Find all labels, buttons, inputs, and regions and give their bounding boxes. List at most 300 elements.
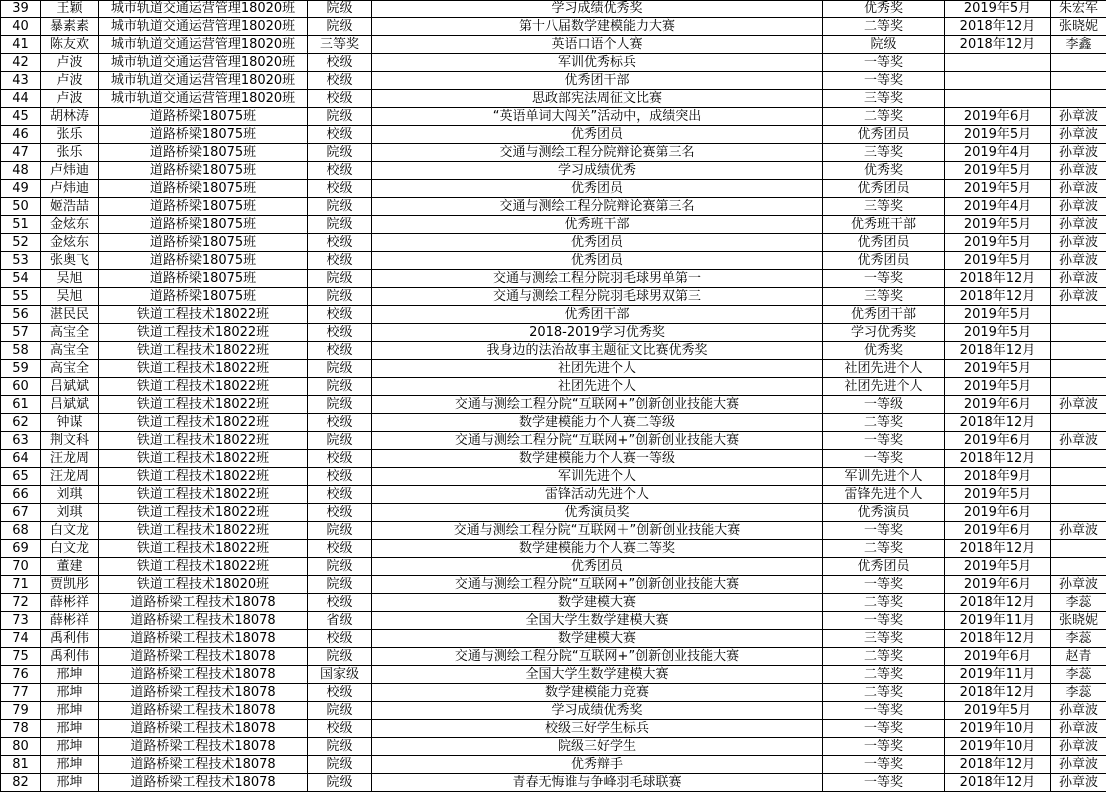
supervisor-cell[interactable]: 孙章波 — [1051, 720, 1106, 738]
award-level-cell[interactable]: 校级 — [308, 468, 372, 486]
award-level-cell[interactable]: 校级 — [308, 630, 372, 648]
class-name-cell[interactable]: 铁道工程技术18022班 — [99, 324, 308, 342]
award-name-cell[interactable]: 交通与测绘工程分院羽毛球男双第三 — [372, 288, 823, 306]
class-name-cell[interactable]: 铁道工程技术18022班 — [99, 378, 308, 396]
student-name-cell[interactable]: 荆文科 — [41, 432, 99, 450]
student-name-cell[interactable]: 金炫东 — [41, 234, 99, 252]
supervisor-cell[interactable]: 孙章波 — [1051, 144, 1106, 162]
student-name-cell[interactable]: 姬浩喆 — [41, 198, 99, 216]
supervisor-cell[interactable]: 孙章波 — [1051, 756, 1106, 774]
student-name-cell[interactable]: 白文龙 — [41, 522, 99, 540]
award-date-cell[interactable]: 2018年12月 — [945, 540, 1051, 558]
student-name-cell[interactable]: 卢波 — [41, 72, 99, 90]
row-number-cell[interactable]: 58 — [1, 342, 41, 360]
student-name-cell[interactable]: 王颖 — [41, 1, 99, 18]
award-grade-cell[interactable]: 二等奖 — [823, 594, 945, 612]
award-level-cell[interactable]: 院级 — [308, 558, 372, 576]
award-name-cell[interactable]: 学习成绩优秀奖 — [372, 702, 823, 720]
award-grade-cell[interactable]: 三等奖 — [823, 630, 945, 648]
row-number-cell[interactable]: 73 — [1, 612, 41, 630]
award-name-cell[interactable]: 学习成绩优秀奖 — [372, 1, 823, 18]
award-name-cell[interactable]: 院级三好学生 — [372, 738, 823, 756]
award-grade-cell[interactable]: 一等奖 — [823, 270, 945, 288]
award-grade-cell[interactable]: 三等奖 — [823, 198, 945, 216]
award-name-cell[interactable]: 我身边的法治故事主题征文比赛优秀奖 — [372, 342, 823, 360]
award-grade-cell[interactable]: 二等奖 — [823, 684, 945, 702]
student-name-cell[interactable]: 金炫东 — [41, 216, 99, 234]
award-date-cell[interactable]: 2019年5月 — [945, 234, 1051, 252]
award-level-cell[interactable]: 校级 — [308, 594, 372, 612]
award-level-cell[interactable]: 校级 — [308, 306, 372, 324]
supervisor-cell[interactable] — [1051, 54, 1106, 72]
award-name-cell[interactable]: 交通与测绘工程分院羽毛球男单第一 — [372, 270, 823, 288]
award-grade-cell[interactable]: 二等奖 — [823, 108, 945, 126]
supervisor-cell[interactable] — [1051, 450, 1106, 468]
supervisor-cell[interactable]: 孙章波 — [1051, 288, 1106, 306]
row-number-cell[interactable]: 39 — [1, 1, 41, 18]
award-grade-cell[interactable]: 一等奖 — [823, 738, 945, 756]
award-name-cell[interactable]: 交通与测绘工程分院“互联网＋”创新创业技能大赛 — [372, 522, 823, 540]
award-date-cell[interactable]: 2018年12月 — [945, 36, 1051, 54]
supervisor-cell[interactable]: 李鑫 — [1051, 36, 1106, 54]
row-number-cell[interactable]: 57 — [1, 324, 41, 342]
class-name-cell[interactable]: 道路桥梁18075班 — [99, 216, 308, 234]
supervisor-cell[interactable]: 李蕊 — [1051, 684, 1106, 702]
award-date-cell[interactable]: 2019年5月 — [945, 378, 1051, 396]
class-name-cell[interactable]: 道路桥梁工程技术18078 — [99, 756, 308, 774]
award-date-cell[interactable]: 2019年5月 — [945, 180, 1051, 198]
class-name-cell[interactable]: 城市轨道交通运营管理18020班 — [99, 72, 308, 90]
award-level-cell[interactable]: 校级 — [308, 324, 372, 342]
award-level-cell[interactable]: 院级 — [308, 288, 372, 306]
row-number-cell[interactable]: 53 — [1, 252, 41, 270]
class-name-cell[interactable]: 铁道工程技术18022班 — [99, 396, 308, 414]
student-name-cell[interactable]: 卢波 — [41, 54, 99, 72]
award-level-cell[interactable]: 校级 — [308, 342, 372, 360]
award-name-cell[interactable]: 优秀团员 — [372, 126, 823, 144]
award-name-cell[interactable]: 优秀团员 — [372, 558, 823, 576]
award-date-cell[interactable]: 2018年12月 — [945, 450, 1051, 468]
row-number-cell[interactable]: 67 — [1, 504, 41, 522]
award-date-cell[interactable]: 2019年5月 — [945, 252, 1051, 270]
row-number-cell[interactable]: 78 — [1, 720, 41, 738]
award-grade-cell[interactable]: 一等奖 — [823, 576, 945, 594]
award-name-cell[interactable]: 优秀团干部 — [372, 72, 823, 90]
student-name-cell[interactable]: 董建 — [41, 558, 99, 576]
class-name-cell[interactable]: 道路桥梁18075班 — [99, 126, 308, 144]
award-date-cell[interactable]: 2019年11月 — [945, 666, 1051, 684]
class-name-cell[interactable]: 铁道工程技术18022班 — [99, 342, 308, 360]
class-name-cell[interactable]: 铁道工程技术18022班 — [99, 450, 308, 468]
supervisor-cell[interactable]: 孙章波 — [1051, 162, 1106, 180]
award-name-cell[interactable]: 思政部宪法周征文比赛 — [372, 90, 823, 108]
award-name-cell[interactable]: 优秀团员 — [372, 234, 823, 252]
class-name-cell[interactable]: 道路桥梁工程技术18078 — [99, 720, 308, 738]
row-number-cell[interactable]: 50 — [1, 198, 41, 216]
class-name-cell[interactable]: 道路桥梁18075班 — [99, 144, 308, 162]
row-number-cell[interactable]: 72 — [1, 594, 41, 612]
row-number-cell[interactable]: 55 — [1, 288, 41, 306]
row-number-cell[interactable]: 61 — [1, 396, 41, 414]
award-name-cell[interactable]: 军训先进个人 — [372, 468, 823, 486]
award-date-cell[interactable]: 2018年12月 — [945, 684, 1051, 702]
supervisor-cell[interactable]: 赵青 — [1051, 648, 1106, 666]
supervisor-cell[interactable]: 张晓妮 — [1051, 18, 1106, 36]
student-name-cell[interactable]: 白文龙 — [41, 540, 99, 558]
award-date-cell[interactable]: 2018年12月 — [945, 414, 1051, 432]
class-name-cell[interactable]: 道路桥梁18075班 — [99, 234, 308, 252]
award-grade-cell[interactable]: 雷锋先进个人 — [823, 486, 945, 504]
supervisor-cell[interactable]: 李蕊 — [1051, 594, 1106, 612]
award-level-cell[interactable]: 校级 — [308, 540, 372, 558]
class-name-cell[interactable]: 道路桥梁18075班 — [99, 270, 308, 288]
row-number-cell[interactable]: 52 — [1, 234, 41, 252]
supervisor-cell[interactable]: 孙章波 — [1051, 774, 1106, 792]
student-name-cell[interactable]: 邢坤 — [41, 720, 99, 738]
award-date-cell[interactable]: 2019年5月 — [945, 360, 1051, 378]
award-name-cell[interactable]: 第十八届数学建模能力大赛 — [372, 18, 823, 36]
student-name-cell[interactable]: 暴素素 — [41, 18, 99, 36]
award-level-cell[interactable]: 校级 — [308, 504, 372, 522]
award-date-cell[interactable]: 2019年10月 — [945, 738, 1051, 756]
award-date-cell[interactable]: 2019年6月 — [945, 504, 1051, 522]
row-number-cell[interactable]: 80 — [1, 738, 41, 756]
class-name-cell[interactable]: 道路桥梁工程技术18078 — [99, 630, 308, 648]
award-name-cell[interactable]: 青春无悔谁与争峰羽毛球联赛 — [372, 774, 823, 792]
award-grade-cell[interactable]: 二等奖 — [823, 18, 945, 36]
class-name-cell[interactable]: 城市轨道交通运营管理18020班 — [99, 90, 308, 108]
supervisor-cell[interactable]: 孙章波 — [1051, 252, 1106, 270]
award-level-cell[interactable]: 国家级 — [308, 666, 372, 684]
student-name-cell[interactable]: 陈友欢 — [41, 36, 99, 54]
award-name-cell[interactable]: 数学建模能力个人赛一等级 — [372, 450, 823, 468]
student-name-cell[interactable]: 邢坤 — [41, 666, 99, 684]
award-level-cell[interactable]: 校级 — [308, 126, 372, 144]
supervisor-cell[interactable] — [1051, 324, 1106, 342]
student-name-cell[interactable]: 刘琪 — [41, 486, 99, 504]
class-name-cell[interactable]: 道路桥梁18075班 — [99, 252, 308, 270]
award-name-cell[interactable]: 数学建模能力个人赛二等级 — [372, 414, 823, 432]
student-name-cell[interactable]: 邢坤 — [41, 684, 99, 702]
award-grade-cell[interactable]: 优秀团员 — [823, 234, 945, 252]
award-grade-cell[interactable]: 学习优秀奖 — [823, 324, 945, 342]
class-name-cell[interactable]: 铁道工程技术18022班 — [99, 486, 308, 504]
award-date-cell[interactable]: 2019年6月 — [945, 432, 1051, 450]
award-name-cell[interactable]: 社团先进个人 — [372, 360, 823, 378]
class-name-cell[interactable]: 道路桥梁18075班 — [99, 180, 308, 198]
class-name-cell[interactable]: 铁道工程技术18022班 — [99, 558, 308, 576]
award-name-cell[interactable]: 交通与测绘工程分院“互联网+”创新创业技能大赛 — [372, 648, 823, 666]
row-number-cell[interactable]: 60 — [1, 378, 41, 396]
award-name-cell[interactable]: 全国大学生数学建模大赛 — [372, 612, 823, 630]
award-name-cell[interactable]: 交通与测绘工程分院辩论赛第三名 — [372, 144, 823, 162]
student-name-cell[interactable]: 张乐 — [41, 126, 99, 144]
class-name-cell[interactable]: 道路桥梁工程技术18078 — [99, 666, 308, 684]
award-level-cell[interactable]: 院级 — [308, 396, 372, 414]
award-grade-cell[interactable]: 一等奖 — [823, 72, 945, 90]
award-date-cell[interactable] — [945, 72, 1051, 90]
award-level-cell[interactable]: 院级 — [308, 432, 372, 450]
award-date-cell[interactable]: 2019年10月 — [945, 720, 1051, 738]
award-name-cell[interactable]: 优秀团干部 — [372, 306, 823, 324]
supervisor-cell[interactable] — [1051, 486, 1106, 504]
award-level-cell[interactable]: 校级 — [308, 90, 372, 108]
award-name-cell[interactable]: 2018-2019学习优秀奖 — [372, 324, 823, 342]
award-date-cell[interactable]: 2018年9月 — [945, 468, 1051, 486]
supervisor-cell[interactable]: 张晓妮 — [1051, 612, 1106, 630]
award-grade-cell[interactable]: 优秀团员 — [823, 126, 945, 144]
award-level-cell[interactable]: 院级 — [308, 108, 372, 126]
award-name-cell[interactable]: 数学建模大赛 — [372, 630, 823, 648]
student-name-cell[interactable]: 禹利伟 — [41, 648, 99, 666]
award-grade-cell[interactable]: 社团先进个人 — [823, 360, 945, 378]
row-number-cell[interactable]: 82 — [1, 774, 41, 792]
award-grade-cell[interactable]: 一等奖 — [823, 612, 945, 630]
row-number-cell[interactable]: 44 — [1, 90, 41, 108]
class-name-cell[interactable]: 铁道工程技术18022班 — [99, 306, 308, 324]
row-number-cell[interactable]: 65 — [1, 468, 41, 486]
row-number-cell[interactable]: 64 — [1, 450, 41, 468]
award-name-cell[interactable]: 学习成绩优秀 — [372, 162, 823, 180]
award-level-cell[interactable]: 院级 — [308, 774, 372, 792]
award-grade-cell[interactable]: 一等奖 — [823, 702, 945, 720]
supervisor-cell[interactable]: 孙章波 — [1051, 396, 1106, 414]
student-name-cell[interactable]: 卢炜迪 — [41, 180, 99, 198]
award-grade-cell[interactable]: 优秀奖 — [823, 162, 945, 180]
award-date-cell[interactable]: 2019年6月 — [945, 576, 1051, 594]
award-name-cell[interactable]: 优秀辩手 — [372, 756, 823, 774]
award-grade-cell[interactable]: 优秀团员 — [823, 252, 945, 270]
row-number-cell[interactable]: 81 — [1, 756, 41, 774]
student-name-cell[interactable]: 邢坤 — [41, 738, 99, 756]
student-name-cell[interactable]: 高宝全 — [41, 324, 99, 342]
award-grade-cell[interactable]: 一等奖 — [823, 774, 945, 792]
award-level-cell[interactable]: 校级 — [308, 720, 372, 738]
award-level-cell[interactable]: 省级 — [308, 612, 372, 630]
class-name-cell[interactable]: 城市轨道交通运营管理18020班 — [99, 54, 308, 72]
award-grade-cell[interactable]: 优秀团干部 — [823, 306, 945, 324]
row-number-cell[interactable]: 48 — [1, 162, 41, 180]
supervisor-cell[interactable] — [1051, 558, 1106, 576]
row-number-cell[interactable]: 76 — [1, 666, 41, 684]
award-grade-cell[interactable]: 优秀奖 — [823, 1, 945, 18]
supervisor-cell[interactable]: 孙章波 — [1051, 198, 1106, 216]
student-name-cell[interactable]: 贾凯彤 — [41, 576, 99, 594]
award-name-cell[interactable]: 优秀团员 — [372, 252, 823, 270]
award-level-cell[interactable]: 校级 — [308, 54, 372, 72]
supervisor-cell[interactable] — [1051, 414, 1106, 432]
award-name-cell[interactable]: 优秀团员 — [372, 180, 823, 198]
award-date-cell[interactable]: 2018年12月 — [945, 288, 1051, 306]
class-name-cell[interactable]: 城市轨道交通运营管理18020班 — [99, 18, 308, 36]
row-number-cell[interactable]: 66 — [1, 486, 41, 504]
award-date-cell[interactable]: 2019年5月 — [945, 126, 1051, 144]
award-level-cell[interactable]: 院级 — [308, 216, 372, 234]
award-name-cell[interactable]: 军训优秀标兵 — [372, 54, 823, 72]
supervisor-cell[interactable]: 孙章波 — [1051, 432, 1106, 450]
award-level-cell[interactable]: 院级 — [308, 522, 372, 540]
supervisor-cell[interactable]: 孙章波 — [1051, 576, 1106, 594]
row-number-cell[interactable]: 43 — [1, 72, 41, 90]
student-name-cell[interactable]: 卢波 — [41, 90, 99, 108]
row-number-cell[interactable]: 41 — [1, 36, 41, 54]
student-name-cell[interactable]: 邢坤 — [41, 702, 99, 720]
student-name-cell[interactable]: 吴旭 — [41, 270, 99, 288]
award-level-cell[interactable]: 校级 — [308, 72, 372, 90]
supervisor-cell[interactable]: 孙章波 — [1051, 126, 1106, 144]
row-number-cell[interactable]: 71 — [1, 576, 41, 594]
supervisor-cell[interactable] — [1051, 504, 1106, 522]
student-name-cell[interactable]: 邢坤 — [41, 774, 99, 792]
award-grade-cell[interactable]: 优秀团员 — [823, 180, 945, 198]
student-name-cell[interactable]: 薛彬祥 — [41, 594, 99, 612]
award-level-cell[interactable]: 院级 — [308, 378, 372, 396]
supervisor-cell[interactable]: 孙章波 — [1051, 270, 1106, 288]
row-number-cell[interactable]: 42 — [1, 54, 41, 72]
row-number-cell[interactable]: 77 — [1, 684, 41, 702]
award-date-cell[interactable]: 2018年12月 — [945, 756, 1051, 774]
row-number-cell[interactable]: 62 — [1, 414, 41, 432]
award-date-cell[interactable]: 2018年12月 — [945, 774, 1051, 792]
supervisor-cell[interactable]: 孙章波 — [1051, 738, 1106, 756]
student-name-cell[interactable]: 吕斌斌 — [41, 378, 99, 396]
class-name-cell[interactable]: 铁道工程技术18022班 — [99, 468, 308, 486]
award-level-cell[interactable]: 校级 — [308, 486, 372, 504]
award-name-cell[interactable]: 英语口语个人赛 — [372, 36, 823, 54]
award-level-cell[interactable]: 院级 — [308, 648, 372, 666]
student-name-cell[interactable]: 邢坤 — [41, 756, 99, 774]
student-name-cell[interactable]: 吕斌斌 — [41, 396, 99, 414]
award-date-cell[interactable]: 2018年12月 — [945, 18, 1051, 36]
class-name-cell[interactable]: 铁道工程技术18022班 — [99, 522, 308, 540]
award-date-cell[interactable]: 2019年11月 — [945, 612, 1051, 630]
award-date-cell[interactable]: 2019年4月 — [945, 144, 1051, 162]
award-level-cell[interactable]: 校级 — [308, 414, 372, 432]
class-name-cell[interactable]: 道路桥梁工程技术18078 — [99, 648, 308, 666]
supervisor-cell[interactable] — [1051, 72, 1106, 90]
award-level-cell[interactable]: 校级 — [308, 450, 372, 468]
award-name-cell[interactable]: 校级三好学生标兵 — [372, 720, 823, 738]
class-name-cell[interactable]: 道路桥梁18075班 — [99, 162, 308, 180]
award-name-cell[interactable]: 交通与测绘工程分院辩论赛第三名 — [372, 198, 823, 216]
award-grade-cell[interactable]: 社团先进个人 — [823, 378, 945, 396]
award-grade-cell[interactable]: 二等奖 — [823, 414, 945, 432]
class-name-cell[interactable]: 铁道工程技术18022班 — [99, 504, 308, 522]
award-date-cell[interactable]: 2019年6月 — [945, 108, 1051, 126]
row-number-cell[interactable]: 46 — [1, 126, 41, 144]
award-date-cell[interactable]: 2018年12月 — [945, 270, 1051, 288]
supervisor-cell[interactable]: 朱宏军 — [1051, 1, 1106, 18]
supervisor-cell[interactable] — [1051, 468, 1106, 486]
student-name-cell[interactable]: 胡林涛 — [41, 108, 99, 126]
class-name-cell[interactable]: 道路桥梁工程技术18078 — [99, 738, 308, 756]
student-name-cell[interactable]: 卢炜迪 — [41, 162, 99, 180]
award-grade-cell[interactable]: 三等奖 — [823, 144, 945, 162]
supervisor-cell[interactable]: 孙章波 — [1051, 522, 1106, 540]
row-number-cell[interactable]: 45 — [1, 108, 41, 126]
supervisor-cell[interactable] — [1051, 540, 1106, 558]
award-level-cell[interactable]: 三等奖 — [308, 36, 372, 54]
award-level-cell[interactable]: 校级 — [308, 234, 372, 252]
award-level-cell[interactable]: 校级 — [308, 180, 372, 198]
supervisor-cell[interactable] — [1051, 378, 1106, 396]
award-grade-cell[interactable]: 一等奖 — [823, 522, 945, 540]
supervisor-cell[interactable] — [1051, 342, 1106, 360]
row-number-cell[interactable]: 69 — [1, 540, 41, 558]
supervisor-cell[interactable]: 孙章波 — [1051, 234, 1106, 252]
award-level-cell[interactable]: 院级 — [308, 360, 372, 378]
award-date-cell[interactable]: 2019年6月 — [945, 522, 1051, 540]
award-name-cell[interactable]: 雷锋活动先进个人 — [372, 486, 823, 504]
supervisor-cell[interactable]: 李蕊 — [1051, 666, 1106, 684]
award-name-cell[interactable]: 优秀演员奖 — [372, 504, 823, 522]
award-name-cell[interactable]: “英语单词大闯关”活动中，成绩突出 — [372, 108, 823, 126]
award-date-cell[interactable]: 2019年5月 — [945, 702, 1051, 720]
award-grade-cell[interactable]: 三等奖 — [823, 90, 945, 108]
supervisor-cell[interactable] — [1051, 360, 1106, 378]
class-name-cell[interactable]: 道路桥梁工程技术18078 — [99, 684, 308, 702]
award-level-cell[interactable]: 校级 — [308, 162, 372, 180]
class-name-cell[interactable]: 铁道工程技术18022班 — [99, 540, 308, 558]
award-date-cell[interactable]: 2019年4月 — [945, 198, 1051, 216]
supervisor-cell[interactable]: 李蕊 — [1051, 630, 1106, 648]
award-grade-cell[interactable]: 优秀奖 — [823, 342, 945, 360]
award-grade-cell[interactable]: 二等奖 — [823, 666, 945, 684]
row-number-cell[interactable]: 47 — [1, 144, 41, 162]
award-level-cell[interactable]: 校级 — [308, 684, 372, 702]
award-date-cell[interactable]: 2019年6月 — [945, 396, 1051, 414]
award-name-cell[interactable]: 交通与测绘工程分院“互联网+”创新创业技能大赛 — [372, 432, 823, 450]
award-name-cell[interactable]: 社团先进个人 — [372, 378, 823, 396]
award-date-cell[interactable] — [945, 54, 1051, 72]
student-name-cell[interactable]: 张乐 — [41, 144, 99, 162]
class-name-cell[interactable]: 铁道工程技术18022班 — [99, 432, 308, 450]
award-grade-cell[interactable]: 一等奖 — [823, 432, 945, 450]
award-date-cell[interactable]: 2018年12月 — [945, 630, 1051, 648]
award-grade-cell[interactable]: 一等奖 — [823, 756, 945, 774]
student-name-cell[interactable]: 薛彬祥 — [41, 612, 99, 630]
row-number-cell[interactable]: 40 — [1, 18, 41, 36]
award-date-cell[interactable]: 2019年5月 — [945, 486, 1051, 504]
award-date-cell[interactable]: 2019年5月 — [945, 324, 1051, 342]
row-number-cell[interactable]: 56 — [1, 306, 41, 324]
row-number-cell[interactable]: 70 — [1, 558, 41, 576]
award-level-cell[interactable]: 院级 — [308, 738, 372, 756]
award-name-cell[interactable]: 数学建模大赛 — [372, 594, 823, 612]
student-name-cell[interactable]: 高宝全 — [41, 342, 99, 360]
student-name-cell[interactable]: 钟谋 — [41, 414, 99, 432]
award-grade-cell[interactable]: 一等级 — [823, 396, 945, 414]
class-name-cell[interactable]: 道路桥梁工程技术18078 — [99, 612, 308, 630]
award-grade-cell[interactable]: 二等奖 — [823, 648, 945, 666]
award-grade-cell[interactable]: 一等奖 — [823, 54, 945, 72]
class-name-cell[interactable]: 城市轨道交通运营管理18020班 — [99, 36, 308, 54]
award-level-cell[interactable]: 院级 — [308, 18, 372, 36]
student-name-cell[interactable]: 张奥飞 — [41, 252, 99, 270]
award-grade-cell[interactable]: 优秀演员 — [823, 504, 945, 522]
class-name-cell[interactable]: 道路桥梁18075班 — [99, 198, 308, 216]
class-name-cell[interactable]: 道路桥梁18075班 — [99, 288, 308, 306]
award-level-cell[interactable]: 校级 — [308, 252, 372, 270]
class-name-cell[interactable]: 铁道工程技术18022班 — [99, 414, 308, 432]
award-date-cell[interactable]: 2018年12月 — [945, 342, 1051, 360]
award-name-cell[interactable]: 数学建模能力个人赛二等奖 — [372, 540, 823, 558]
award-name-cell[interactable]: 交通与测绘工程分院“互联网+”创新创业技能大赛 — [372, 576, 823, 594]
award-grade-cell[interactable]: 院级 — [823, 36, 945, 54]
supervisor-cell[interactable] — [1051, 306, 1106, 324]
award-name-cell[interactable]: 交通与测绘工程分院“互联网+”创新创业技能大赛 — [372, 396, 823, 414]
award-level-cell[interactable]: 院级 — [308, 270, 372, 288]
